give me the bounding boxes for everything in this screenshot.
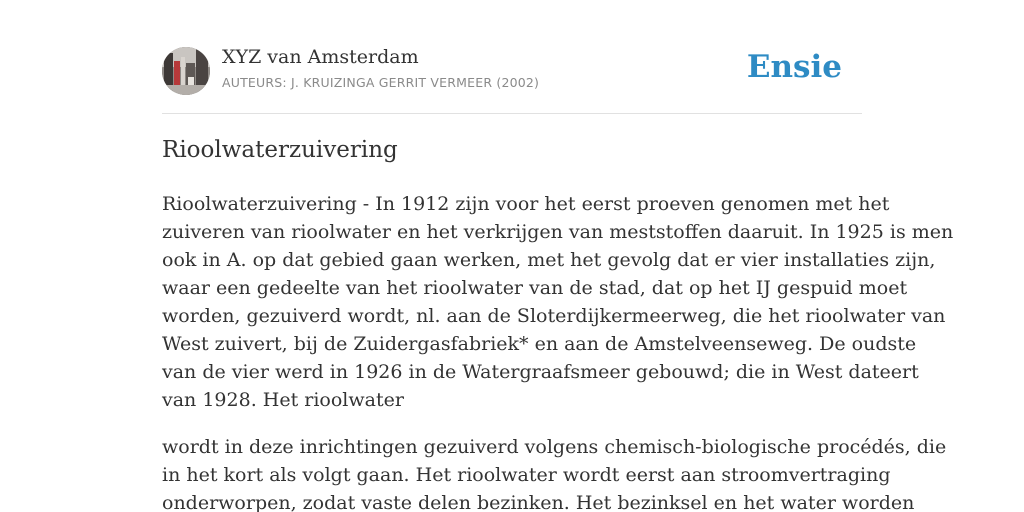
book-authors: AUTEURS: J. KRUIZINGA GERRIT VERMEER (2002) (222, 75, 540, 90)
article-paragraph (162, 433, 947, 512)
text-line: in het kort als volgt gaan. Het rioolwater wordt eerst aan stroomvertraging (162, 464, 891, 486)
text-line: onderworpen, zodat vaste delen bezinken. Het bezinksel en het water worden (162, 492, 915, 512)
ensie-logo[interactable]: Ensie (746, 49, 842, 85)
text-line: waar een gedeelte van het rioolwater van de stad, dat op het IJ gespuid moet (162, 277, 908, 299)
text-line: ook in A. op dat gebied gaan werken, met het gevolg dat er vier installaties zijn, (162, 249, 936, 271)
book-header (162, 46, 862, 96)
text-line: van 1928. Het rioolwater (162, 389, 404, 411)
book-cover-photo-icon (162, 47, 210, 95)
text-line: Rioolwaterzuivering - In 1912 zijn voor het eerst proeven genomen met het (162, 193, 890, 215)
text-line: van de vier werd in 1926 in de Watergraafsmeer gebouwd; die in West dateert (162, 361, 919, 383)
header-divider (162, 113, 862, 114)
text-line: West zuivert, bij de Zuidergasfabriek* en aan de Amstelveenseweg. De oudste (162, 333, 917, 355)
text-line: zuiveren van rioolwater en het verkrijgen van meststoffen daaruit. In 1925 is men (162, 221, 954, 243)
text-line: wordt in deze inrichtingen gezuiverd volgens chemisch-biologische procédés, die (162, 436, 947, 458)
text-line: worden, gezuiverd wordt, nl. aan de Sloterdijkermeerweg, die het rioolwater van (162, 305, 946, 327)
book-title[interactable]: XYZ van Amsterdam (222, 46, 419, 68)
book-cover-avatar[interactable] (162, 47, 210, 95)
article-title: Rioolwaterzuivering (162, 137, 398, 163)
article-paragraph (162, 190, 954, 414)
article-body (162, 190, 954, 512)
